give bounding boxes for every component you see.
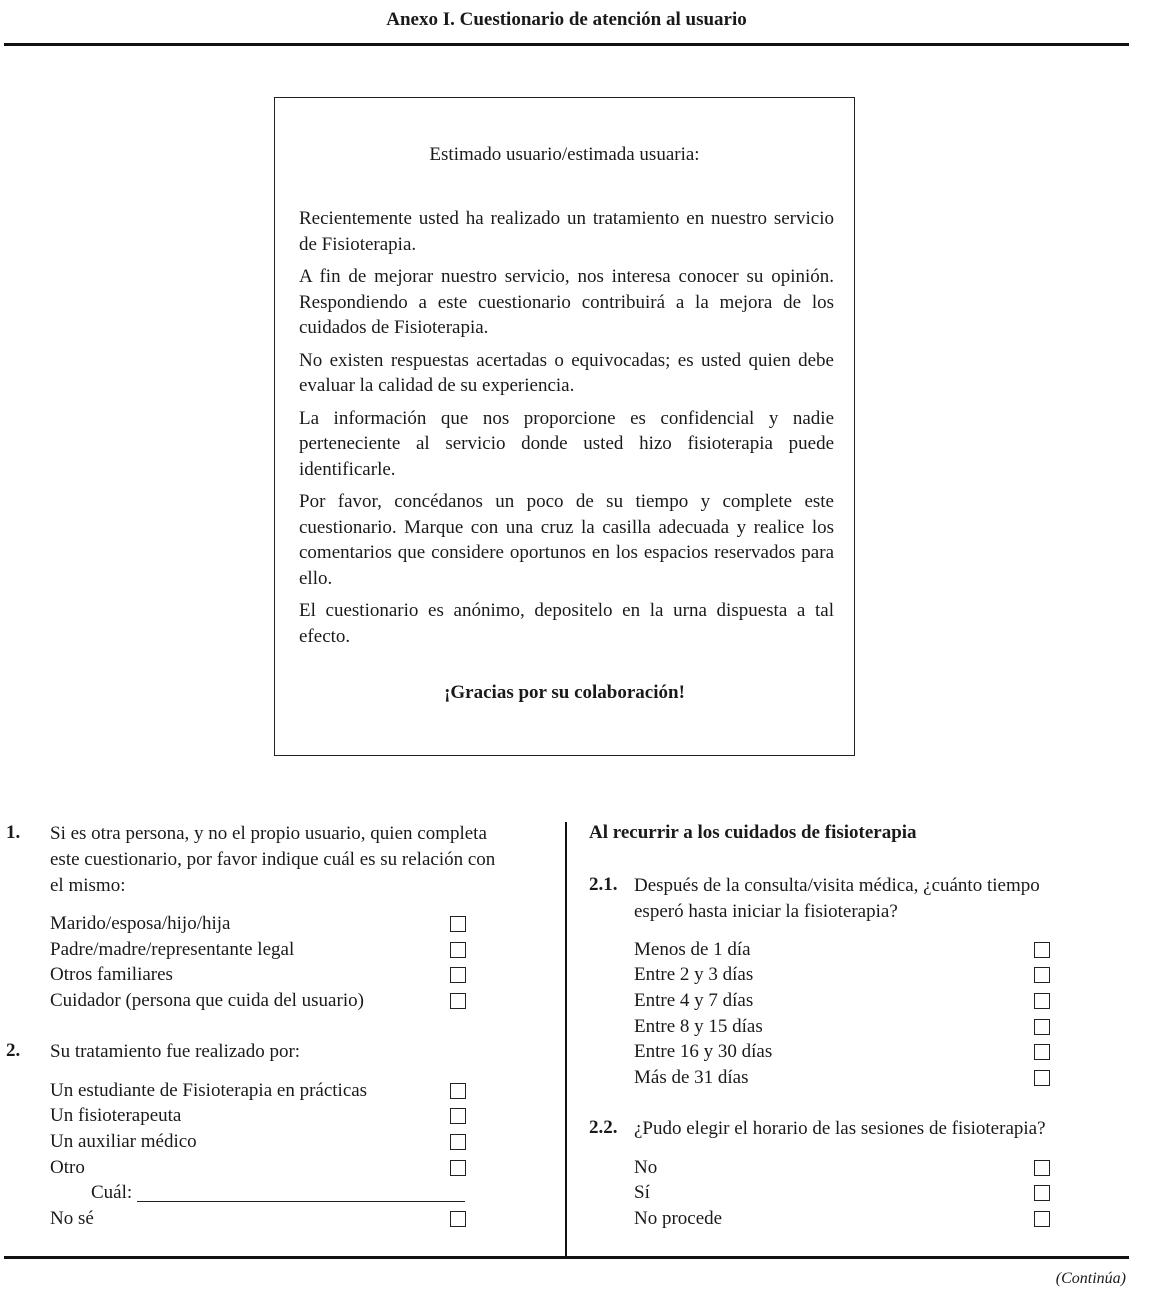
q2-1-option-label: Entre 16 y 30 días — [634, 1041, 773, 1062]
question-2-1-line: esperó hasta iniciar la fisioterapia? — [634, 901, 898, 922]
q1-option-checkbox[interactable] — [450, 942, 466, 958]
q2-other-label: Cuál: — [91, 1182, 133, 1203]
q2-option-checkbox[interactable] — [450, 1211, 466, 1227]
letter-body — [299, 206, 834, 656]
q1-option-label: Marido/esposa/hijo/hija — [50, 913, 231, 934]
q2-2-option-checkbox[interactable] — [1034, 1211, 1050, 1227]
question-1-line: Si es otra persona, y no el propio usuario, quien completa — [50, 823, 487, 844]
q2-1-option-label: Más de 31 días — [634, 1067, 749, 1088]
bottom-rule — [4, 1256, 1129, 1259]
letter-paragraph: A fin de mejorar nuestro servicio, nos interesa conocer su opinión. Respondiendo a este cuestionario contribuirá a la mejora de los cuidados de Fisioterapia. — [299, 266, 834, 338]
q1-option-label: Cuidador (persona que cuida del usuario) — [50, 990, 364, 1011]
q2-1-option-label: Entre 4 y 7 días — [634, 990, 754, 1011]
q2-option-label: Un fisioterapeuta — [50, 1105, 182, 1126]
letter-paragraph: No existen respuestas acertadas o equivocadas; es usted quien debe evaluar la calidad de su experiencia. — [299, 349, 834, 396]
q2-option-checkbox[interactable] — [450, 1083, 466, 1099]
question-2-2-text: ¿Pudo elegir el horario de las sesiones de fisioterapia? — [634, 1118, 1046, 1139]
q2-option-checkbox[interactable] — [450, 1134, 466, 1150]
q2-1-option-checkbox[interactable] — [1034, 942, 1050, 958]
question-2-1-number: 2.1. — [589, 874, 618, 895]
q2-1-option-checkbox[interactable] — [1034, 993, 1050, 1009]
question-1-line: el mismo: — [50, 875, 126, 896]
q2-1-option-checkbox[interactable] — [1034, 1044, 1050, 1060]
letter-greeting: Estimado usuario/estimada usuaria: — [429, 144, 700, 165]
question-2-1-line: Después de la consulta/visita médica, ¿cuánto tiempo — [634, 875, 1040, 896]
q2-other-underline — [137, 1201, 465, 1202]
q1-option-checkbox[interactable] — [450, 916, 466, 932]
q2-1-option-label: Entre 2 y 3 días — [634, 964, 754, 985]
q2-option-checkbox[interactable] — [450, 1108, 466, 1124]
section-title: Al recurrir a los cuidados de fisioterapia — [589, 822, 917, 843]
q2-option-label: Un auxiliar médico — [50, 1131, 197, 1152]
question-2-2-number: 2.2. — [589, 1117, 618, 1138]
q2-option-checkbox[interactable] — [450, 1160, 466, 1176]
q2-1-option-checkbox[interactable] — [1034, 967, 1050, 983]
question-1-text — [50, 821, 495, 899]
letter-paragraph: Recientemente usted ha realizado un tratamiento en nuestro servicio de Fisioterapia. — [299, 208, 834, 255]
intro-letter-box — [274, 97, 855, 756]
column-divider — [565, 822, 567, 1258]
q2-1-option-checkbox[interactable] — [1034, 1070, 1050, 1086]
letter-thanks: ¡Gracias por su colaboración! — [444, 682, 685, 703]
q2-2-option-checkbox[interactable] — [1034, 1160, 1050, 1176]
q2-option-label: Un estudiante de Fisioterapia en prácticas — [50, 1080, 368, 1101]
continues-note: (Continúa) — [1055, 1270, 1126, 1287]
question-1-number: 1. — [6, 822, 21, 843]
top-rule — [4, 43, 1129, 46]
q2-1-option-label: Menos de 1 día — [634, 939, 751, 960]
q2-2-option-checkbox[interactable] — [1034, 1185, 1050, 1201]
q1-option-label: Otros familiares — [50, 964, 173, 985]
question-2-1-text — [634, 873, 1040, 925]
q2-2-option-label: Sí — [634, 1182, 650, 1203]
q2-2-option-label: No — [634, 1157, 658, 1178]
letter-paragraph: La información que nos proporcione es confidencial y nadie perteneciente al servicio donde usted hizo fisioterapia puede identificarle. — [299, 407, 834, 480]
question-2-text: Su tratamiento fue realizado por: — [50, 1041, 301, 1062]
question-1-line: este cuestionario, por favor indique cuál es su relación con — [50, 849, 496, 870]
q2-1-option-checkbox[interactable] — [1034, 1019, 1050, 1035]
q1-option-checkbox[interactable] — [450, 993, 466, 1009]
q2-2-option-label: No procede — [634, 1208, 723, 1229]
q1-option-label: Padre/madre/representante legal — [50, 939, 295, 960]
q2-1-option-label: Entre 8 y 15 días — [634, 1016, 763, 1037]
question-2-number: 2. — [6, 1040, 21, 1061]
letter-paragraph: El cuestionario es anónimo, depositelo en la urna dispuesta a tal efecto. — [299, 600, 834, 647]
page-title: Anexo I. Cuestionario de atención al usuario — [386, 9, 747, 30]
q2-option-label: No sé — [50, 1208, 94, 1229]
q2-option-label: Otro — [50, 1157, 85, 1178]
q1-option-checkbox[interactable] — [450, 967, 466, 983]
q2-other-input[interactable] — [137, 1182, 465, 1202]
letter-paragraph: Por favor, concédanos un poco de su tiempo y complete este cuestionario. Marque con una cruz la casilla adecuada y realice los comentarios que considere oportunos en los espacios reservados para ello. — [299, 491, 834, 589]
